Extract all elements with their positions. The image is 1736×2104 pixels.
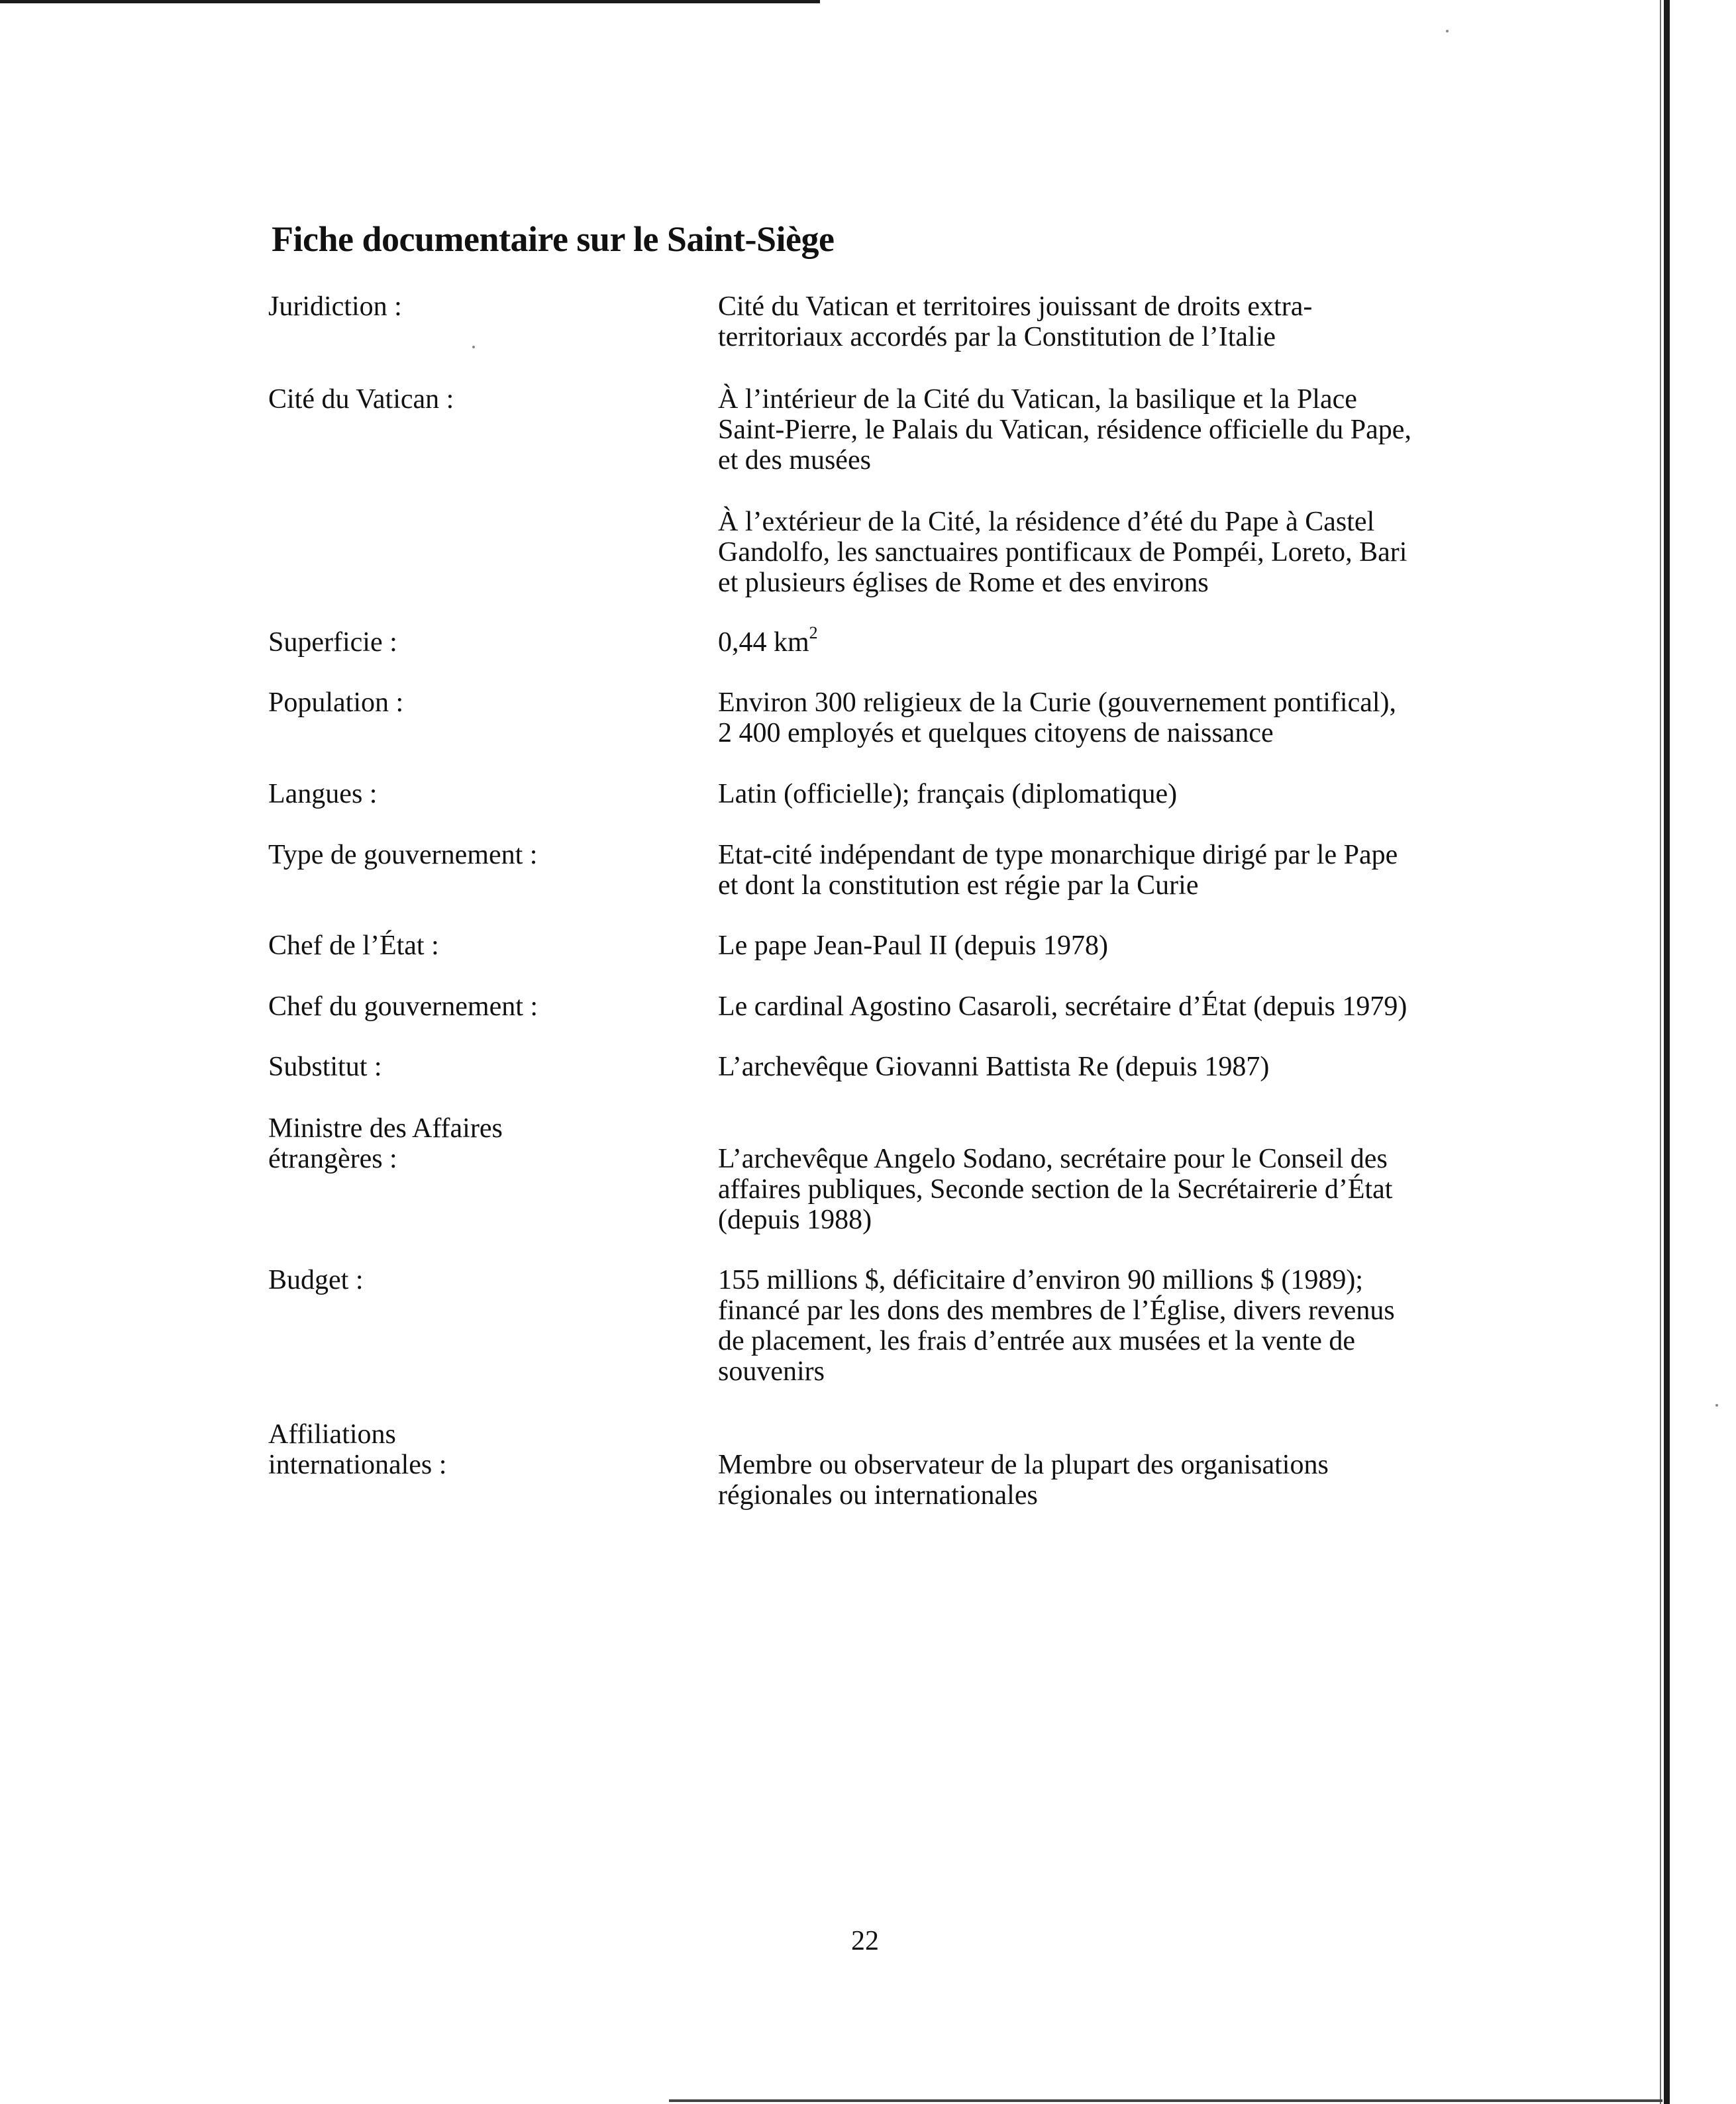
entry-value: L’archevêque Giovanni Battista Re (depuis 1987) bbox=[718, 1052, 1270, 1082]
entry-value: Environ 300 religieux de la Curie (gouvernement pontifical), 2 400 employés et quelques citoyens de naissance bbox=[718, 687, 1397, 748]
scan-top-rule bbox=[0, 0, 820, 3]
scan-speck bbox=[1715, 1404, 1718, 1407]
entry-label: Ministre des Affaires étrangères : bbox=[268, 1113, 503, 1174]
entry-value: Le pape Jean-Paul II (depuis 1978) bbox=[718, 930, 1108, 961]
entry-value: Etat-cité indépendant de type monarchique dirigé par le Pape et dont la constitution est régie par la Curie bbox=[718, 840, 1398, 901]
document-title: Fiche documentaire sur le Saint-Siège bbox=[272, 219, 835, 259]
entry-label: Superficie : bbox=[268, 627, 397, 658]
scan-bottom-rule bbox=[669, 2099, 1662, 2102]
entry-value: 0,44 $km^2$ bbox=[718, 623, 818, 658]
entry-value: L’archevêque Angelo Sodano, secrétaire pour le Conseil des affaires publiques, Seconde section de la Secrétairerie d’État (depuis 1988) bbox=[718, 1144, 1393, 1235]
entry-value: 155 millions $, déficitaire d’environ 90 millions $ (1989); financé par les dons des membres de l’Église, divers revenus de placement, les frais d’entrée aux musées et la vente de souvenirs bbox=[718, 1265, 1395, 1387]
entry-label: Chef du gouvernement : bbox=[268, 991, 538, 1022]
entry-value: Latin (officielle); français (diplomatique) bbox=[718, 779, 1178, 809]
entry-value-paragraph-2: À l’extérieur de la Cité, la résidence d’été du Pape à Castel Gandolfo, les sanctuaires pontificaux de Pompéi, Loreto, Bari et plusieurs églises de Rome et des environs bbox=[718, 507, 1407, 598]
entry-value: Le cardinal Agostino Casaroli, secrétaire d’État (depuis 1979) bbox=[718, 991, 1407, 1022]
entry-value: À l’intérieur de la Cité du Vatican, la basilique et la Place Saint-Pierre, le Palais du Vatican, résidence officielle du Pape, et des musées bbox=[718, 384, 1411, 476]
entry-label: Langues : bbox=[268, 779, 378, 809]
entry-label: Juridiction : bbox=[268, 291, 402, 322]
entry-value: Cité du Vatican et territoires jouissant de droits extra- territoriaux accordés par la Constitution de l’Italie bbox=[718, 291, 1313, 352]
entry-label: Cité du Vatican : bbox=[268, 384, 454, 415]
scan-right-edge-thin bbox=[1660, 0, 1661, 2104]
page-number: 22 bbox=[851, 1926, 879, 1956]
scan-speck bbox=[472, 346, 475, 348]
entry-value: Membre ou observateur de la plupart des organisations régionales ou internationales bbox=[718, 1450, 1329, 1511]
superscript: 2 bbox=[809, 623, 818, 642]
entry-label: Type de gouvernement : bbox=[268, 840, 538, 870]
scan-speck bbox=[1446, 30, 1449, 32]
entry-label: Affiliations internationales : bbox=[268, 1419, 447, 1480]
entry-label: Population : bbox=[268, 687, 404, 718]
entry-label: Budget : bbox=[268, 1265, 364, 1295]
entry-label: Substitut : bbox=[268, 1052, 382, 1082]
entry-label: Chef de l’État : bbox=[268, 930, 439, 961]
scan-right-edge bbox=[1664, 0, 1670, 2104]
